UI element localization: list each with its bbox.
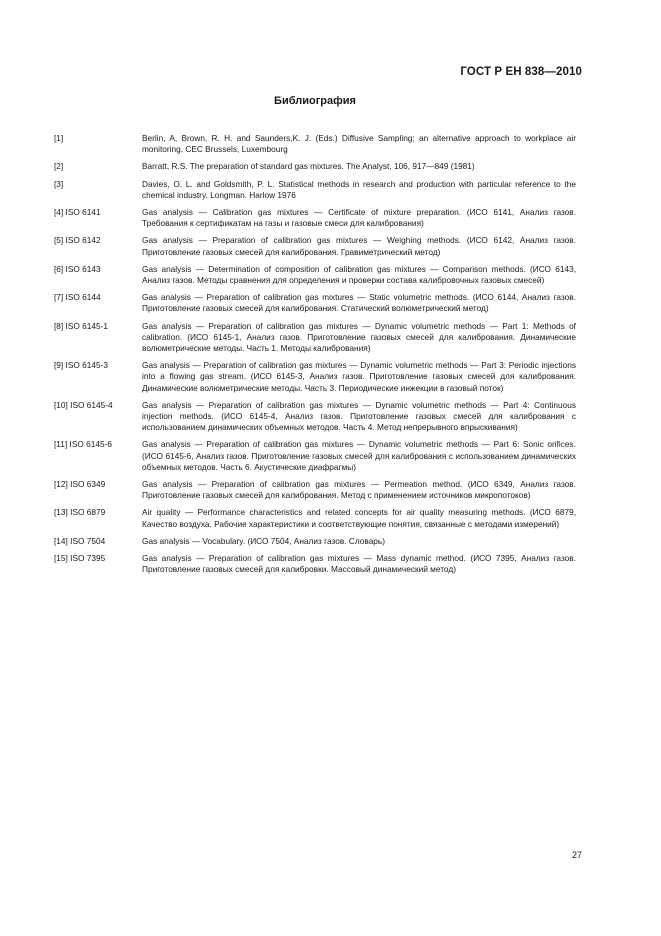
reference-item bbox=[54, 479, 576, 501]
reference-item bbox=[54, 400, 576, 434]
reference-label: [1] bbox=[54, 133, 64, 143]
reference-item bbox=[54, 360, 576, 394]
reference-item bbox=[54, 264, 576, 286]
reference-label: [10] ISO 6145-4 bbox=[54, 399, 113, 410]
reference-text: Gas analysis — Vocabulary. (ИСО 7504, Анализ газов. Словарь) bbox=[142, 535, 386, 546]
reference-text: Air quality — Performance characteristics and related concepts for air quality measuring methods. (ИСО 6879, Качество воздуха. Рабочие характеристики и соответствующие понятия, связанные с методами измерений) bbox=[142, 507, 576, 529]
reference-item bbox=[54, 161, 576, 172]
reference-item bbox=[54, 292, 576, 314]
reference-label: [12] ISO 6349 bbox=[54, 479, 106, 490]
reference-item bbox=[54, 553, 576, 575]
bibliography-list bbox=[54, 133, 576, 582]
reference-text: Barratt, R.S. The preparation of standard gas mixtures. The Analyst, 106, 917—849 (1981) bbox=[142, 161, 475, 172]
reference-item bbox=[54, 207, 576, 229]
reference-text: Gas analysis — Preparation of calibration gas mixtures — Dynamic volumetric methods — Part 4: Continuous injection methods. (ИСО 6145-4, Анализ газов. Приготовление газовых смесей для калибрования с использованием динамических объемных методов. Часть 4. Метод непрерывного впрыскивания) bbox=[142, 399, 576, 433]
reference-label: [9] ISO 6145-3 bbox=[54, 360, 108, 371]
reference-item bbox=[54, 439, 576, 473]
reference-item bbox=[54, 179, 576, 201]
reference-label: [2] bbox=[54, 161, 64, 172]
reference-text: Gas analysis — Preparation of calibration gas mixtures — Dynamic volumetric methods — Part 6: Sonic orifices. (ИСО 6145-6, Анализ газов. Приготовление газовых смесей для калибрования с использованием динамических объемных методов. Часть 6. Акустические диафрагмы) bbox=[142, 439, 576, 472]
reference-text: Gas analysis — Preparation of calibration gas mixtures — Weighing methods. (ИСО 6142, Анализ газов. Приготовление газовых смесей для калибрования. Гравиметрический метод) bbox=[142, 235, 576, 257]
reference-item bbox=[54, 133, 576, 155]
page-number: 27 bbox=[571, 850, 582, 860]
reference-label: [13] ISO 6879 bbox=[54, 507, 106, 518]
reference-label: [7] ISO 6144 bbox=[54, 292, 101, 303]
reference-text: Gas analysis — Preparation of calibration gas mixtures — Static volumetric methods. (ИСО 6144, Анализ газов. Приготовление газовых смесей для калибрования. Статический волюметрический метод) bbox=[142, 292, 576, 314]
reference-item bbox=[54, 235, 576, 257]
reference-label: [8] ISO 6145-1 bbox=[54, 320, 108, 331]
reference-text: Gas analysis — Preparation of calibration gas mixtures — Permeation method. (ИСО 6349, Анализ газов. Приготовление газовых смесей для калибрования. Метод с применением источников микропотоков) bbox=[142, 479, 576, 501]
reference-text: Berlin, A, Brown, R. H. and Saunders,K. J. (Eds.) Diffusive Sampling; an alternative approach to workplace air monitoring. CEC Brussels, Luxembourg bbox=[142, 133, 576, 155]
reference-label: [5] ISO 6142 bbox=[54, 235, 101, 246]
reference-label: [4] ISO 6141 bbox=[54, 207, 101, 218]
reference-label: [6] ISO 6143 bbox=[54, 263, 101, 274]
reference-item bbox=[54, 507, 576, 529]
reference-text: Davies, O. L. and Goldsmith, P. L. Statistical methods in research and production with particular reference to the chemical industry. Longman. Harlow 1976 bbox=[142, 178, 576, 200]
standard-code: ГОСТ Р ЕН 838—2010 bbox=[460, 66, 582, 78]
reference-label: [15] ISO 7395 bbox=[54, 553, 106, 564]
reference-text: Gas analysis — Preparation of calibration gas mixtures — Dynamic volumetric methods — Part 3: Periodic injections into a flowing gas stream. (ИСО 6145-3, Анализ газов. Приготовление газовых смесей для калибрования. Динамические волюметрические методы. Часть 3. Периодические инжекции в газовый поток) bbox=[142, 360, 576, 393]
reference-text: Gas analysis — Calibration gas mixtures — Certificate of mixture preparation. (ИСО 6141, Анализ газов. Требования к сертификатам на газы и газовые смеси для калибрования) bbox=[142, 207, 576, 229]
reference-text: Gas analysis — Preparation of calibration gas mixtures — Dynamic volumetric methods — Part 1: Methods of calibration. (ИСО 6145-1, Анализ газов. Приготовление газовых смесей для калибрования. Динамические волюметрические методы. Часть 1. Методы калибрования) bbox=[142, 320, 576, 354]
reference-item bbox=[54, 536, 576, 547]
reference-text: Gas analysis — Preparation of calibration gas mixtures — Mass dynamic method. (ИСО 7395, Анализ газов. Приготовление газовых смесей для калибровки. Массовый динамический метод) bbox=[142, 553, 576, 575]
reference-label: [11] ISO 6145-6 bbox=[54, 439, 112, 450]
section-title: Библиография bbox=[274, 95, 356, 107]
reference-text: Gas analysis — Determination of composition of calibration gas mixtures — Comparison methods. (ИСО 6143, Анализ газов. Методы сравнения для определения и проверки состава калибровочных газовых смесей) bbox=[142, 263, 576, 286]
reference-item bbox=[54, 321, 576, 355]
reference-label: [14] ISO 7504 bbox=[54, 535, 106, 546]
reference-label: [3] bbox=[54, 178, 64, 189]
